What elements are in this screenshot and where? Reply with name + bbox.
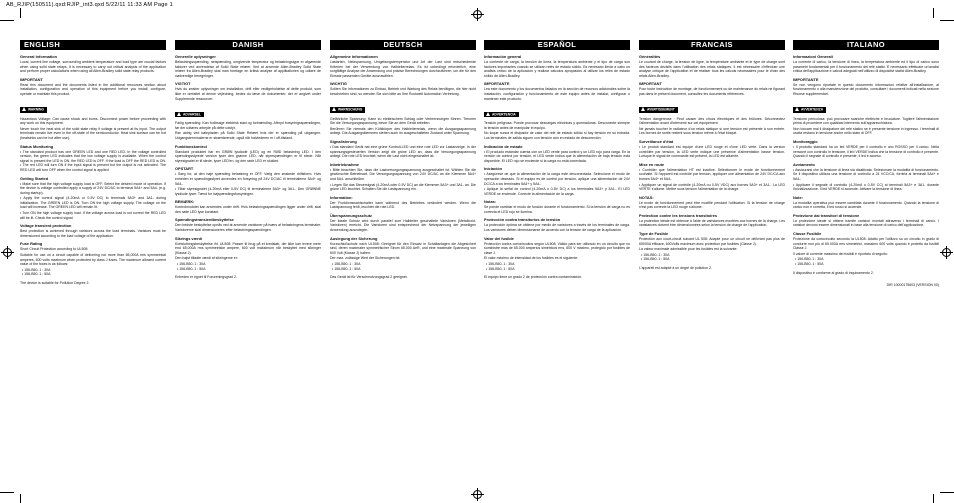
paragraph: • Make sure that the high voltage supply load is OFF. Select the desired mode of operation. If the device is voltage controlled apply a supply of 24V DC/AC to terminal 5A4+ and 5A4- (e.g. during startup). (20, 181, 166, 195)
language-header: FRANCAIS (639, 40, 785, 50)
registration-mark (942, 248, 951, 257)
section-heading: Generelle oplysninger (175, 54, 216, 59)
footnote: The device is suitable for Pollution Degree 2. (20, 281, 90, 285)
section-heading: Inbetriebnahme (330, 161, 359, 167)
fuse-rating: • 156-B50..1 : 30A (177, 262, 206, 267)
footnote: Il dispositivo è conforme al grado di inquinamento 2. (793, 270, 874, 275)
paragraph: • Bitte beachten Sie, dass die Lastversorgungsspannung ausgeschaltet ist. Wählen Sie die gewünschte Betriebsart. Die Versorgungsspannung von 24V DC/AC an die Klemmen 5A4+ und 5A4- anschließen. (330, 167, 476, 181)
warning-triangle-icon (177, 112, 181, 116)
warning-label (484, 112, 519, 118)
column-español (484, 40, 630, 488)
paragraph: La corriente de carga, la tensión de línea, la temperatura ambiente y el tipo de carga son factores importantes cuando se utilizan relés de estado sólido. Es necesario llevar a cabo un análisis crítico de la aplicación y realizar cálculos apropiados al utilizar los relés de estado sólido de Allen-Bradley. (484, 60, 630, 78)
registration-mark (473, 490, 482, 499)
paragraph: • Legen Sie das Steuersignal (4-20mA oder 0-5V DC) an die Klemmen 5A3+ und 3A1- an. Die grüne LED leuchtet. Schalten Sie die Lastspannung ein. (330, 182, 476, 192)
section-heading: Allgemeine Informationen (330, 54, 378, 59)
paragraph: Non toccare mai il dissipatore del relè statico se è presente tensione in ingresso. I terminali di uscita restano in tensione anche nello stato di OFF. (793, 126, 939, 136)
language-header: DANISH (175, 40, 321, 50)
column-francais (639, 40, 785, 488)
section-heading: Información general (484, 54, 522, 59)
warning-row (330, 98, 476, 116)
section-heading: Surveillance d'état (639, 138, 674, 144)
paragraph: La protección óptima se obtiene por medio de varistores a través de los terminales de carga. Los varistores deben dimensionarse de acuerdo con la tensión de carga de la aplicación. (484, 223, 630, 233)
language-header: DEUTSCH (330, 40, 476, 50)
footnote: Das Gerät ist für Verschmutzungsgrad 2 geeignet. (330, 275, 408, 280)
paragraph: Berühren Sie niemals den Kühlkörper des Halbleiterrelais, wenn die Ausgangsspannung anliegt. Die Ausgangsklemmen stehen auch im ausgeschalteten Zustand unter Spannung. (330, 126, 476, 136)
paragraph: Tension dangereuse : Peut causer des chocs électriques et des brûlures. Déconnectez l'alimentation avant d'intervenir sur cet équipement. (639, 116, 785, 126)
section-heading: OPSTART (175, 166, 194, 172)
section-heading: Valor del fusible (484, 235, 514, 241)
warning-text: ADVARSEL (183, 112, 201, 117)
section-heading: IMPORTANT (20, 76, 43, 82)
section-heading: Fuse Rating (20, 241, 43, 247)
section-heading: Information: (330, 194, 353, 200)
language-header: ENGLISH (20, 40, 166, 50)
warning-row (20, 98, 166, 116)
section-heading: Notas: (484, 199, 497, 205)
paragraph: La protezione ideale si ottiene tramite varistori montati attraverso i terminali di carico. I varistori devono essere dimensionati in base alla tensione di carico dell'applicazione. (793, 218, 939, 228)
column-danish (175, 40, 321, 488)
fuse-rating: • 156-B50..1 : 50A (641, 257, 670, 262)
language-header: ITALIANO (793, 40, 939, 50)
paragraph: • Appliquer un signal de contrôle (4-20mA ou 0-5V VDC) aux bornes 5A3+ et 3A1-. La LED VERTE s'allume. Mettre sous tension l'alimentation de la charge. (639, 182, 785, 192)
paragraph: Local, current line voltage, surrounding ambient temperature and load type are crucial factors when using solid state relays. It is necessary to carry out critical analysis of the application and perform proper calculations when using all Allen-Bradley solid state relay products. (20, 60, 166, 74)
crop-mark (933, 8, 934, 18)
section-heading: Signalisierung (330, 138, 357, 144)
section-heading: Auslegung der Sicherung (330, 235, 378, 241)
section-heading: Spændingstransientbeskyttelse (175, 217, 234, 223)
paragraph: Short Circuit Protection according to UL508: (20, 247, 89, 252)
section-heading: NOTAS: (639, 194, 654, 200)
paragraph: • The standard product has one GREEN LED and one RED LED. In the voltage controlled version, the green LED indicates that the low voltage supply is available. When the control signal is present the LED is ON, the RED LED is OFF. If the load is OFF the RED LED is ON. • The red LED will turn ON if the input signal is present but the output is not activated. The RED LED will turn OFF when the control signal is applied. (20, 149, 166, 172)
paragraph: Il valore di corrente massimo dei fusibili è riportato di seguito: (793, 251, 888, 256)
paragraph: • Das standard Gerät hat eine grüne Kontroll-LED und eine rote LED zur Lastanzeige. In der spannungsgesteuerten Version zeigt die grüne LED an, dass die Versorgungsspannung anliegt. Die rote LED leuchtet, wenn die Last nicht eingeschaltet ist. (330, 144, 476, 159)
paragraph: Se puede cambiar el modo de función durante el funcionamiento. Si la tensión de carga no es correcta el LED rojo se ilumina. (484, 205, 630, 214)
section-heading: WICHTIG (330, 81, 347, 87)
paragraph: • Apply the control signal (4-20mA or 0-5V DC) to terminals 5A3+ and 3A1- during initialization. The GREEN LED is ON. Turn ON the high voltage supply. The voltage on the load will increase. The GREEN LED will remain lit. (20, 196, 166, 210)
warning-text: WARNSCHUNG (338, 107, 363, 112)
warning-triangle-icon (22, 107, 26, 111)
paragraph: Le courant de charge, la tension de ligne, la température ambiante et le type de charge sont des facteurs décisifs dans l'utilisation des relais statiques. Il est nécessaire d'effectuer une analyse critique de l'application et de réaliser tous les calculs nécessaires pour le choix des relais Allen-Bradley. (639, 60, 785, 78)
paragraph: • Contrôler que l'alimentation HT est inactive. Sélectionner le mode de fonctionnement souhaité. Si l'appareil est contrôlé par tension, appliquer une alimentation de 24V DC/CA aux bornes 5A4+ et 5A4-. (639, 167, 785, 181)
fuse-rating: • 156-B50..1 : 30A (795, 257, 824, 262)
section-heading: Voltage transient protection (20, 223, 72, 229)
section-heading: IMPORTANT (639, 81, 662, 87)
section-heading: Überspannungsschutz (330, 212, 372, 218)
paragraph: La corrente di carico, la tensione di linea, la temperatura ambiente ed il tipo di carico sono parametri fondamentali per il funzionamento dei relè statici. È necessario effettuare un'analisi critica dell'applicazione e calcoli adeguati nell'utilizzo di dispositivi statici Allen-Bradley. (793, 60, 939, 74)
section-heading: Avviamento (793, 161, 815, 167)
paragraph: El valor máximo de intensidad de los fusibles es el siguiente: (484, 256, 579, 261)
paragraph: Pour toute instruction de montage, de fonctionnement ou de maintenance du relais ne figurant pas dans le présent document, consultez les documents référencés. (639, 87, 785, 96)
section-heading: Protezione dai transitori di tensione (793, 212, 860, 218)
section-heading: Getting Started (20, 175, 49, 181)
paragraph: • Assicurarsi che la tensione di linea sia disattivata. Selezionare la modalità di funzionamento. Se il dispositivo utilizza una tensione di controllo a 24 VCC/CA, fornirla ai terminali 5A4+ e 5A4-. (793, 167, 939, 181)
paragraph: • El producto estándar cuenta con un LED verde para control y un LED rojo para carga. En la versión de control por tensión, el LED verde indica que la alimentación de baja tensión está disponible. El LED rojo se enciende si la carga no está conectada. (484, 149, 630, 163)
section-heading: General Information (20, 54, 57, 59)
paragraph: Best protection is achieved through varistors across the load terminals. Varistors must be dimensioned according to the load voltage of the application. (20, 229, 166, 238)
fuse-rating: • 156-B50..1 : 30A (22, 267, 51, 272)
paragraph: Le mode de fonctionnement peut être modifié pendant l'utilisation. Si la tension de charge n'est pas correcte la LED rouge s'allume. (639, 200, 785, 210)
column-english (20, 40, 166, 488)
paragraph: Kortslutningsbeskyttelse iht. UL508: Passer til brug på et kredsløb, der ikke kan levere mere end 65.000A rms symmetriske ampere, 600 volt maksimum når beskyttet med sikringer (Klasse J). (175, 241, 321, 255)
paragraph: La valeur maximale admissible pour les fusibles est la suivante: (639, 247, 738, 252)
fuse-rating: • 156-B50..1 : 50A (795, 262, 824, 267)
paragraph: • Aplique la señal de control (4-20mA o 0-5V DC) a los terminales 5A3+ y 3A1-. El LED VERDE se enciende. Conecte la alimentación de la carga. (484, 187, 630, 196)
paragraph: Never touch the heat sink of the solid state relay if voltage is present at its input. The output terminals remain live even in the off-state of the semiconductor. Heat sink surface can be hot (heatsinks can be hot after use). (20, 126, 166, 140)
column-italiano (793, 40, 939, 488)
fuse-rating: • 156-B50..1 : 50A (177, 266, 206, 271)
paragraph: Belastningsspænding, netspænding, omgivende temperatur og belastningstype er afgørende faktorer ved anvendelse af Solid State relæer. Ved at anvende Allen-Bradley Solid State relæer fra Allen-Bradley skal man foretage en kritisk analyse af applikationen og udføre de nødvendige beregninger. (175, 60, 321, 78)
crop-mark (20, 8, 21, 18)
paragraph: • Tilfør styresignalet (4-20mA eller 0-5V DC) til terminalerne 5A3+ og 3A1-. Den GRØNNE lysdiode lyser. Tænd for højspændingsforsyningen. (175, 187, 321, 196)
paragraph: Kontrolmodulet kan anvendes under drift. Hvis belastningsspændingen ligger under drift, skal den røde LED lyse konstant. (175, 205, 321, 214)
paragraph: La protection idéale est obtenue à l'aide de varistances montées aux bornes de la charge. Les varistances doivent être dimensionnées selon la tension de charge de l'application. (639, 218, 785, 228)
section-heading: Funktionskontrol (175, 143, 207, 149)
section-heading: Monitoraggio (793, 138, 818, 144)
footnote: L'appareil est adapté à un degré de pollution 2. (639, 266, 712, 271)
footnote: El equipo tiene un grado 2 de protección contra contaminación. (484, 275, 583, 280)
section-heading: Type de Fusible (639, 231, 669, 237)
warning-text: AVERTISSEMENT (647, 107, 675, 112)
paragraph: • Turn ON the high voltage supply load. If the voltage across load is not correct the RED LED will be lit. Check the control signal. (20, 211, 166, 220)
paragraph: Tensión peligrosa: Puede provocar descargas eléctricas y quemaduras. Desconecte siempre la tensión antes de manipular el equipo. (484, 121, 630, 130)
warning-row (639, 98, 785, 116)
section-heading: Généralités (639, 54, 661, 59)
warning-label (20, 107, 47, 113)
fuse-rating: • 156-B50..1 : 50A (22, 272, 51, 277)
fuse-rating: • 156-B50..1 : 30A (486, 262, 515, 267)
section-heading: Informazioni Generali (793, 54, 833, 59)
paragraph: Hvis du ønsker oplysninger om installation, drift eller vedligeholdelse af dette produkt, som ikke er omfattet af denne vejledning, bedes du læse de dokumenter, der er angivet under Supplerende ressourcer. (175, 87, 321, 101)
paragraph: Suitable for use on a circuit capable of delivering not more than 65,000A rms symmetrical amperes, 600 volts maximum when protected by class J fuses. The maximum allowed current value of the fuses is as follows: (20, 253, 166, 267)
crop-mark (940, 20, 954, 21)
section-heading: VIGTIGT (175, 81, 191, 87)
section-heading: Iniciación (484, 166, 502, 172)
paragraph: Read this document and the documents listed in the additional resources section about installation, configuration and operation of this equipment before you install, configure, operate or maintain this product. (20, 82, 166, 96)
paragraph: Den højst tilladte værdi af sikringerne er: (175, 256, 238, 261)
warning-row (175, 102, 321, 120)
crop-mark (940, 492, 954, 493)
fuse-rating: • 156-B50..1 : 50A (332, 266, 361, 271)
paragraph: • Le produit standard est équipé d'une LED rouge et d'une LED verte. Dans la version contrôlée par tension, la LED verte indique une présence d'alimentation basse tension. Lorsque le signal de commande est présent, la LED est allumée. (639, 144, 785, 159)
warning-row (793, 98, 939, 116)
section-heading: Classe Fusibile (793, 231, 822, 237)
paragraph: La modalità operativa può essere cambiata durante il funzionamento. Quando la tensione di carico non è corretta, il led rosso si accende. (793, 200, 939, 210)
warning-label (175, 112, 204, 118)
paragraph: Standard produktet har en GRØN lysdiode (LED) og en RØD belastning LED. I den spændingsstyrede version lyser den grønne LED, når styrespændingen er til stede. Når styresignalet er til stede, lyser LED'en, og den røde LED er slukket. (175, 149, 321, 163)
paragraph: Gefährliche Spannung: Kann zu elektrischem Schlag oder Verbrennungen führen. Trennen Sie die Versorgungsspannung, bevor Sie an dem Gerät arbeiten. (330, 116, 476, 126)
warning-label (330, 107, 365, 113)
paragraph: Der max. zulässige Wert der Sicherungen ist: (330, 256, 401, 261)
paragraph: Hazardous Voltage: Can cause shock and burns. Disconnect power before proceeding with any work on this equipment. (20, 116, 166, 126)
warning-triangle-icon (795, 107, 799, 111)
warning-label (793, 107, 826, 113)
paragraph: Rør aldrig ved kølepladen på Solid State Relæet hvis der er spænding på udgangen. Udgangsterminalerne er strømførende, også når halvlederen er i off-tilstand. (175, 131, 321, 140)
fuse-rating: • 156-B50..1 : 50A (486, 266, 515, 271)
section-heading: Protección contra transitorios de tensión (484, 217, 561, 223)
paragraph: Der ideale Schutz wird durch parallel zum Halbleiter geschaltete Varistoren (Metalloxid-Varistoren) erreicht. Die Varistoren sind entsprechend der Netzspannung der jeweiligen Anwendung auszulegen. (330, 218, 476, 233)
footnote: Enheden er egnet til Forureningsgrad 2. (175, 275, 237, 280)
warning-label (639, 107, 678, 113)
paragraph: • Asegúrese de que la alimentación de la carga esté desconectada. Seleccione el modo de operación deseado. Si el equipo es de control por tensión, aplique una alimentación de 24V DC/CA a los terminales 5A4+ y 5A4-. (484, 172, 630, 186)
paragraph: Protezione da cortocircuito secondo la UL508: Adatto per l'utilizzo su un circuito in grado di condurre non più di 65.000A rms simmetrici, massimo 600 volts quando è protetto da fusibili Classe J. (793, 237, 939, 251)
crop-mark (0, 20, 14, 21)
paragraph: • Applicare il segnale di controllo (4-20mA o 0-5V CC) ai terminali 5A3+ e 3A1- durante l'inizializzazione. Il led VERDE si accende. Attivare la tensione di linea. (793, 182, 939, 192)
paragraph: Tensione pericolosa: può provocare scariche elettriche e bruciature. Togliere l'alimentazione prima di procedere con qualsiasi intervento sull'apparecchiatura. (793, 116, 939, 126)
paragraph: Farlig spænding: Kan forårsage elektrisk stød og forbrænding. Afbryd forsyningsspændingen, før der udføres arbejde på dette udstyr. (175, 121, 321, 130)
crop-mark (933, 494, 934, 503)
paragraph: Lastarten, Netzspannung, Umgebungstemperatur und Art der Last sind entscheidende Kriterien bei der Verwendung von Halbleiterrelais. Es ist unbedingt erforderlich, eine sorgfältige Analyse der Anwendung und präzise Berechnungen durchzuführen, um die für den Einsatz passenden Geräte auszuwählen. (330, 60, 476, 78)
registration-mark (473, 10, 482, 19)
warning-text: WARNING (28, 107, 44, 112)
warning-text: AVVERTENZA (801, 107, 824, 112)
paragraph: No toque nunca el disipador de calor del relé de estado sólido si hay tensión en su entrada. Los terminales de salida siguen con tensión aún en estado de desconexión. (484, 131, 630, 140)
paragraph: Sollten Sie Informationen zu Einbau, Betrieb und Wartung des Relais benötigen, die hier nicht beschrieben sind, so wenden Sie sich bitte an Ihre Rockwell Automation Vertretung. (330, 87, 476, 96)
section-heading: Indicación de estado (484, 143, 523, 149)
paragraph: Ne jamais toucher le radiateur d'un relais statique si une tension est présente à son entrée. Les bornes de sortie restent sous tension même à l'état bloqué. (639, 126, 785, 136)
warning-row (484, 102, 630, 120)
section-heading: Note: (793, 194, 803, 200)
section-heading: Status Monitoring (20, 143, 54, 149)
warning-triangle-icon (332, 107, 336, 111)
paragraph: Den bedste beskyttelse opnås ved at anvende varistorer på tværs af belastningens terminaler. Varistorerne skal dimensioneres efter belastningsspændingen. (175, 223, 321, 233)
paragraph: Se non vengono riportate in questo documento informazioni relative all'installazione, al funzionamento o alla manutenzione del prodotto, consultare i documenti indicati nella sezione Risorse supplementari. (793, 82, 939, 96)
section-heading: IMPORTANTE (793, 76, 819, 82)
section-heading: Protection contre les tensions transitoires (639, 212, 718, 218)
column-deutsch (330, 40, 476, 488)
paragraph: • Il prodotto standard ha un led VERDE per il controllo e uno ROSSO per il carico. Nella versione con controllo in tensione, il led VERDE indica che la tensione di controllo è presente. Quando il segnale di controllo è presente, il led è acceso. (793, 144, 939, 159)
paragraph: Protección contra cortocircuitos según UL508: Válido para ser utilizado en un circuito que no suministre más de 65.000 amperios simétricos rms, 600 V máximo, protegido por fusibles de clase J. (484, 241, 630, 255)
paragraph: • Sørg for, at den høje spænding belastning er OFF. Vælg den ønskede driftsform. Hvis enheden er spændingsstyret anvendes en forsyning på 24V DC/AC til terminalerne 5A4+ og 5A4-. (175, 172, 321, 186)
fuse-rating: • 156-B50..1 : 30A (332, 262, 361, 267)
fuse-rating: • 156-B50..1 : 30A (641, 252, 670, 257)
section-heading: BEMÆRK: (175, 199, 195, 205)
section-heading: Mise en route (639, 161, 665, 167)
print-slug: AB_RJIP(150511).qxd:RJIP_int3.qxd 5/22/11 11:33 AM Page 1 (6, 2, 173, 8)
warning-text: ADVERTENCIA (492, 112, 516, 117)
paragraph: Kurzschlußschutz nach UL508: Geeignet für den Einsatz in Schaltanlagen die Abgesichert sind, deren maximaler symmetrischer Strom 65.000 AeR, und eine maximale Spannung von 600 Volt (Klasse J) haben. (330, 241, 476, 255)
crop-mark (0, 492, 14, 493)
crop-mark (20, 494, 21, 503)
document-number: DIR 10000175603 (VERSION 00) (886, 283, 939, 288)
section-heading: Sikrings værdi (175, 235, 203, 241)
paragraph: Der Funktionswahlschalter kann während des Betriebes verändert werden. Wenn die Lastspannung fehlt, leuchtet die rote LED. (330, 200, 476, 210)
paragraph: Lea este documento y los documentos listados en la sección de recursos adicionales sobre la instalación, configuración y funcionamiento de este equipo antes de instalar, configurar o mantener este producto. (484, 87, 630, 101)
registration-mark (3, 248, 12, 257)
warning-triangle-icon (486, 112, 490, 116)
warning-triangle-icon (641, 107, 645, 111)
language-header: ESPAÑOL (484, 40, 630, 50)
section-heading: IMPORTANTE (484, 81, 510, 87)
paragraph: Protection aux court-circuit suivant UL 508: Adapté pour un circuit ne délivrant pas plus de 65000A efficace, 600Volts maximum avec protection par fusibles (Classe J). (639, 237, 785, 246)
